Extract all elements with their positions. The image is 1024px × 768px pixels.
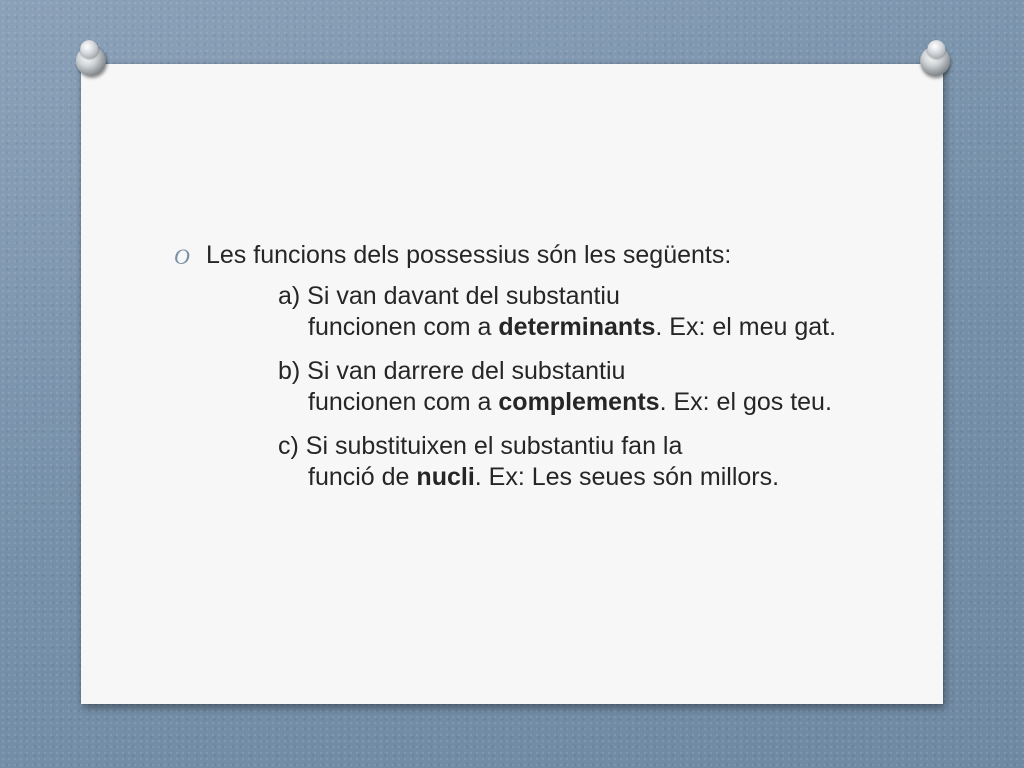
- item-text-before: funció de: [308, 463, 417, 491]
- item-bold-term: nucli: [416, 463, 475, 491]
- item-bold-term: complements: [498, 388, 660, 416]
- item-first-line: c) Si substituixen el substantiu fan la: [278, 432, 683, 460]
- item-first-line: a) Si van davant del substantiu: [278, 282, 620, 310]
- item-text-after: . Ex: el gos teu.: [659, 388, 832, 416]
- item-bold-term: determinants: [498, 313, 656, 341]
- item-first-line: b) Si van darrere del substantiu: [278, 357, 626, 385]
- item-text-before: funcionen com a: [308, 313, 499, 341]
- item-text-after: . Ex: el meu gat.: [655, 313, 837, 341]
- bullet-heading: [170, 240, 850, 271]
- bullet-marker-icon: O: [174, 244, 190, 269]
- item-continuation: [278, 462, 846, 493]
- slide-content: [170, 240, 850, 506]
- list-item-b: [278, 356, 846, 418]
- list-item-a: [278, 281, 846, 343]
- item-continuation: [278, 387, 846, 418]
- pushpin-left-icon: [71, 38, 111, 86]
- item-text-after: . Ex: Les seues són millors.: [474, 463, 780, 491]
- pushpin-right-icon: [916, 38, 954, 85]
- list-item-c: [278, 431, 846, 493]
- heading-text: Les funcions dels possessius són les següents:: [206, 241, 732, 269]
- item-continuation: [278, 312, 846, 343]
- item-text-before: funcionen com a: [308, 388, 499, 416]
